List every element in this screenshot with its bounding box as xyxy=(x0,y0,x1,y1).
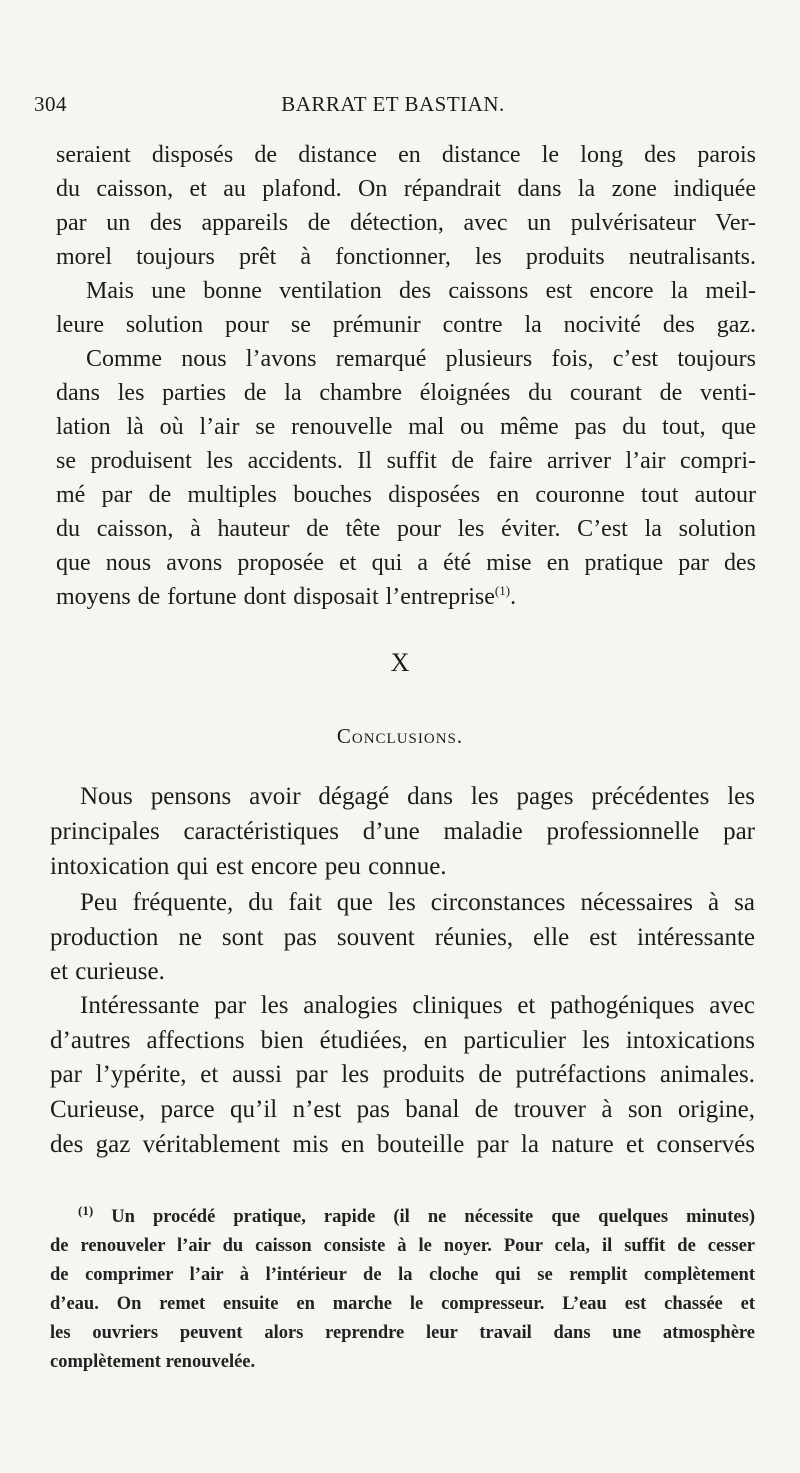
text-line: Curieuse, parce qu’il n’est pas banal de trouver à son origine, xyxy=(50,1096,755,1123)
footnote-marker: (1) xyxy=(78,1202,94,1218)
text-line: Comme nous l’avons remarqué plusieurs fois, c’est toujours xyxy=(86,346,756,372)
text-line: des gaz véritablement mis en bouteille par la nature et conservés xyxy=(50,1131,755,1158)
footnote-line: les ouvriers peuvent alors reprendre leur travail dans une atmosphère xyxy=(50,1323,755,1343)
text-line: Intéressante par les analogies cliniques et pathogéniques avec xyxy=(80,992,755,1019)
page-number: 304 xyxy=(34,92,67,116)
text-line: principales caractéristiques d’une maladie professionnelle par xyxy=(50,818,755,845)
text-line: morel toujours prêt à fonctionner, les produits neutralisants. xyxy=(56,244,756,270)
line-punctuation: . xyxy=(510,584,517,610)
text-line: Nous pensons avoir dégagé dans les pages précédentes les xyxy=(80,783,755,810)
footnote-text: Un procédé pratique, rapide (il ne nécessite que quelques minutes) xyxy=(111,1207,756,1227)
footnote-line: de comprimer l’air à l’intérieur de la cloche qui se remplit complètement xyxy=(50,1265,755,1285)
text-line: d’autres affections bien étudiées, en particulier les intoxications xyxy=(50,1027,755,1054)
text-line: Mais une bonne ventilation des caissons est encore la meil- xyxy=(86,278,756,304)
footnote-reference[interactable]: (1) xyxy=(494,583,511,598)
text-line: mé par de multiples bouches disposées en couronne tout autour xyxy=(56,482,756,508)
text-line: production ne sont pas souvent réunies, elle est intéressante xyxy=(50,924,755,951)
text-line: par un des appareils de détection, avec un pulvérisateur Ver- xyxy=(56,210,756,236)
footnote-line: d’eau. On remet ensuite en marche le compresseur. L’eau est chassée et xyxy=(50,1294,755,1314)
section-number: X xyxy=(390,648,410,677)
text-line: Peu fréquente, du fait que les circonstances nécessaires à sa xyxy=(80,889,755,916)
text-line: et curieuse. xyxy=(50,958,165,985)
text-line: lation là où l’air se renouvelle mal ou même pas du tout, que xyxy=(56,414,756,440)
page-header xyxy=(34,92,752,122)
text-line-content: moyens de fortune dont disposait l’entreprise xyxy=(56,584,495,610)
text-line-last xyxy=(56,580,756,615)
footnote-line: de renouveler l’air du caisson consiste à le noyer. Pour cela, il suffit de cesser xyxy=(50,1236,755,1256)
text-line: du caisson, à hauteur de tête pour les éviter. C’est la solution xyxy=(56,516,756,542)
text-line: se produisent les accidents. Il suffit de faire arriver l’air compri- xyxy=(56,448,756,474)
text-line: par l’ypérite, et aussi par les produits de putréfactions animales. xyxy=(50,1061,755,1088)
text-line: du caisson, et au plafond. On répandrait dans la zone indiquée xyxy=(56,176,756,202)
text-line: leure solution pour se prémunir contre la nocivité des gaz. xyxy=(56,312,756,338)
footnote-line xyxy=(50,1203,755,1233)
text-line: seraient disposés de distance en distance le long des parois xyxy=(56,142,756,168)
text-line: dans les parties de la chambre éloignées du courant de venti- xyxy=(56,380,756,406)
text-line: intoxication qui est encore peu connue. xyxy=(50,853,447,880)
footnote-line: complètement renouvelée. xyxy=(50,1352,256,1372)
text-line: que nous avons proposée et qui a été mise en pratique par des xyxy=(56,550,756,576)
section-title: Conclusions. xyxy=(336,724,464,748)
running-title: BARRAT ET BASTIAN. xyxy=(281,92,505,116)
